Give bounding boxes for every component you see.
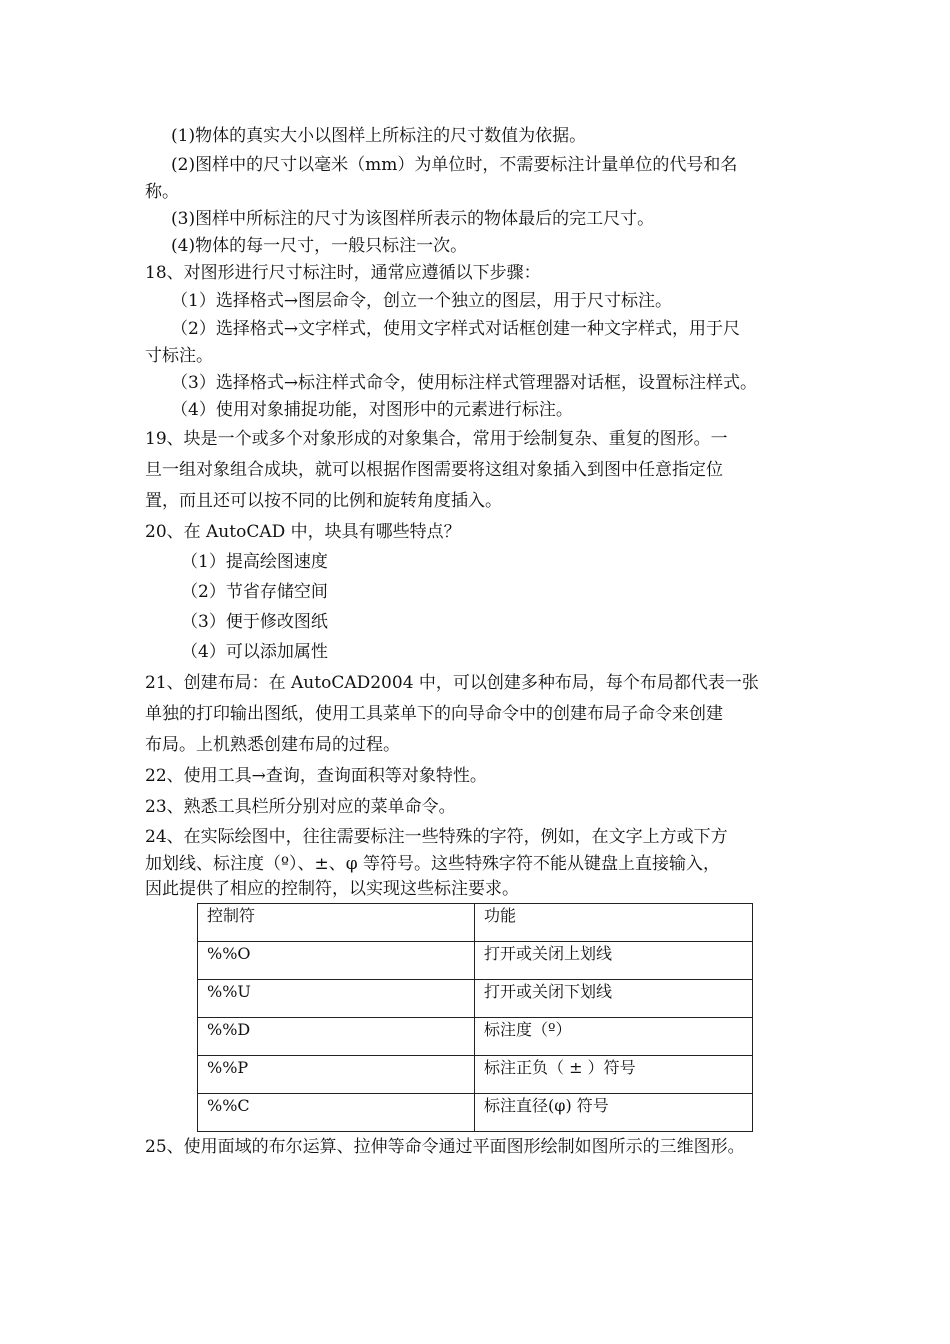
text-line: 称。 xyxy=(145,182,179,202)
text-line: 旦一组对象组合成块，就可以根据作图需要将这组对象插入到图中任意指定位 xyxy=(145,460,723,480)
table-cell: 标注直径(φ) 符号 xyxy=(475,1094,753,1132)
table-cell: %%O xyxy=(198,942,475,980)
table-header-cell: 功能 xyxy=(475,904,753,942)
question-heading: 18、对图形进行尺寸标注时，通常应遵循以下步骤： xyxy=(145,263,541,283)
question-heading: 19、块是一个或多个对象形成的对象集合，常用于绘制复杂、重复的图形。一 xyxy=(145,429,728,449)
text-line: （1）选择格式→图层命令，创立一个独立的图层，用于尺寸标注。 xyxy=(171,291,673,311)
table-header-row xyxy=(198,904,753,942)
table-cell: 标注正负（ ± ）符号 xyxy=(475,1056,753,1094)
text-line: （4）使用对象捕捉功能，对图形中的元素进行标注。 xyxy=(171,400,573,420)
table-row xyxy=(198,1056,753,1094)
list-item: （3）便于修改图纸 xyxy=(181,612,328,632)
table-cell: %%U xyxy=(198,980,475,1018)
table-cell: %%P xyxy=(198,1056,475,1094)
question-heading: 24、在实际绘图中，往往需要标注一些特殊的字符，例如，在文字上方或下方 xyxy=(145,827,728,847)
table-row xyxy=(198,1094,753,1132)
table-header-cell: 控制符 xyxy=(198,904,475,942)
table-cell: 打开或关闭上划线 xyxy=(475,942,753,980)
table-row xyxy=(198,1018,753,1056)
question-heading: 25、使用面域的布尔运算、拉伸等命令通过平面图形绘制如图所示的三维图形。 xyxy=(145,1137,745,1157)
question-heading: 21、创建布局：在 AutoCAD2004 中，可以创建多种布局，每个布局都代表一张 xyxy=(145,673,759,693)
text-line: 置，而且还可以按不同的比例和旋转角度插入。 xyxy=(145,491,502,511)
table-cell: 打开或关闭下划线 xyxy=(475,980,753,1018)
control-code-table xyxy=(197,903,753,1132)
text-line: (4)物体的每一尺寸，一般只标注一次。 xyxy=(171,236,468,256)
table-row xyxy=(198,980,753,1018)
text-line: （2）选择格式→文字样式，使用文字样式对话框创建一种文字样式，用于尺 xyxy=(171,319,741,339)
question-heading: 23、熟悉工具栏所分别对应的菜单命令。 xyxy=(145,797,456,817)
text-line: (3)图样中所标注的尺寸为该图样所表示的物体最后的完工尺寸。 xyxy=(171,209,655,229)
table-cell: 标注度（º） xyxy=(475,1018,753,1056)
table-row xyxy=(198,942,753,980)
text-line: (1)物体的真实大小以图样上所标注的尺寸数值为依据。 xyxy=(171,126,587,146)
text-line: （3）选择格式→标注样式命令，使用标注样式管理器对话框，设置标注样式。 xyxy=(171,373,758,393)
table-cell: %%C xyxy=(198,1094,475,1132)
question-heading: 20、在 AutoCAD 中，块具有哪些特点？ xyxy=(145,522,461,542)
list-item: （1）提高绘图速度 xyxy=(181,552,328,572)
table-cell: %%D xyxy=(198,1018,475,1056)
text-line: 加划线、标注度（º）、±、φ 等符号。这些特殊字符不能从键盘上直接输入， xyxy=(145,854,721,874)
text-line: 单独的打印输出图纸，使用工具菜单下的向导命令中的创建布局子命令来创建 xyxy=(145,704,723,724)
text-line: (2)图样中的尺寸以毫米（mm）为单位时，不需要标注计量单位的代号和名 xyxy=(171,155,738,175)
text-line: 因此提供了相应的控制符，以实现这些标注要求。 xyxy=(145,879,519,899)
list-item: （2）节省存储空间 xyxy=(181,582,328,602)
text-line: 布局。上机熟悉创建布局的过程。 xyxy=(145,735,400,755)
text-line: 寸标注。 xyxy=(145,346,213,366)
list-item: （4）可以添加属性 xyxy=(181,642,328,662)
question-heading: 22、使用工具→查询，查询面积等对象特性。 xyxy=(145,766,487,786)
